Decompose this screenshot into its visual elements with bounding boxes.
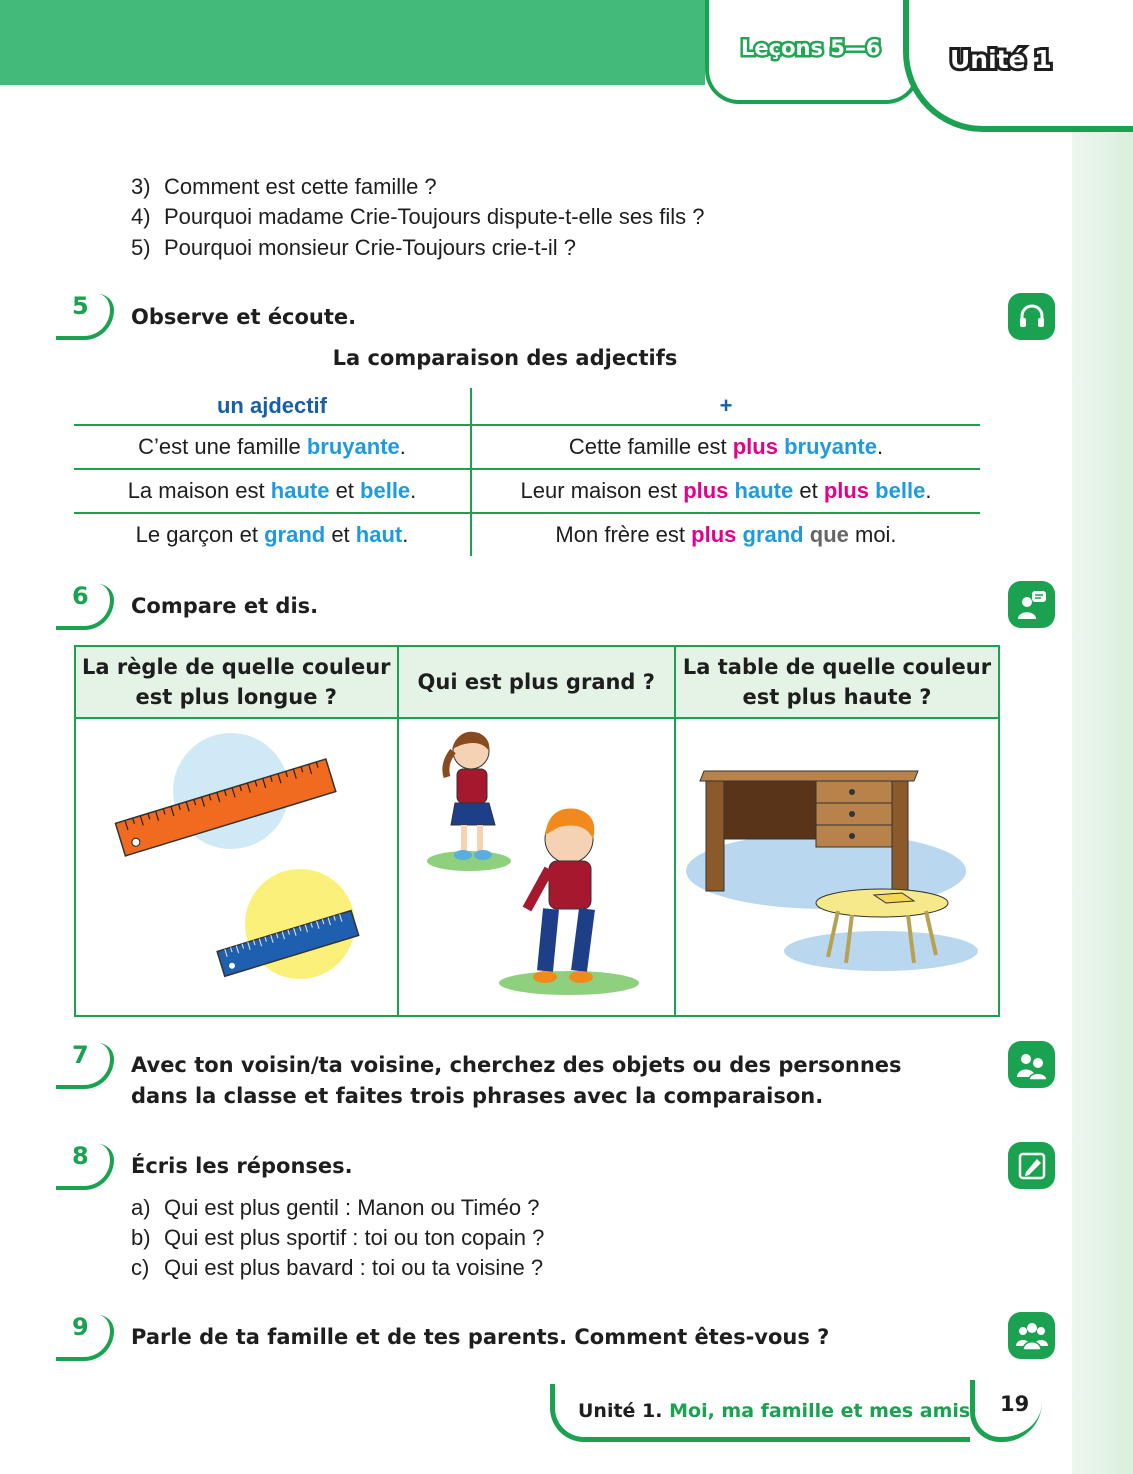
exercise-8-title: Écris les réponses.	[131, 1154, 353, 1178]
exercise-5-title: Observe et écoute.	[131, 305, 357, 329]
speech-icon	[1008, 581, 1055, 628]
header-band	[0, 0, 705, 85]
footer-title: Unité 1. Moi, ma famille et mes amis	[578, 1400, 971, 1422]
picture-question-tables: La table de quelle couleur est plus haute ?	[675, 646, 999, 718]
group-icon	[1008, 1312, 1055, 1359]
question-item: 3) Comment est cette famille ?	[131, 174, 437, 199]
question-item: 4) Pourquoi madame Crie-Toujours dispute-t-elle ses fils ?	[131, 204, 705, 229]
pair-work-icon	[1008, 1041, 1055, 1088]
rulers-illustration	[75, 718, 398, 1016]
column-header-plus: +	[471, 388, 980, 425]
lessons-label: Leçons 5—6	[741, 36, 881, 60]
exercise-number-7: 7	[56, 1043, 116, 1093]
picture-table	[74, 645, 1000, 1017]
page-number: 19	[1000, 1392, 1030, 1416]
table-row: C’est une famille bruyante. Cette famille est plus bruyante.	[74, 425, 980, 469]
answer-item: c) Qui est plus bavard : toi ou ta voisine ?	[131, 1255, 544, 1280]
picture-question-rulers: La règle de quelle couleur est plus longue ?	[75, 646, 398, 718]
answer-item: a) Qui est plus gentil : Manon ou Timéo ?	[131, 1195, 540, 1220]
exercise-number-9: 9	[56, 1315, 116, 1365]
unit-label: Unité 1	[950, 45, 1052, 74]
picture-question-children: Qui est plus grand ?	[398, 646, 676, 718]
comparison-table	[74, 388, 980, 556]
exercise-6-title: Compare et dis.	[131, 594, 319, 618]
column-header-adjective: un ajdectif	[74, 388, 471, 425]
pencil-icon	[1008, 1142, 1055, 1189]
exercise-number-5: 5	[56, 294, 116, 344]
comparison-table-title: La comparaison des adjectifs	[332, 346, 678, 370]
exercise-number-6: 6	[56, 584, 116, 634]
tables-illustration	[675, 718, 999, 1016]
exercise-7-line-2: dans la classe et faites trois phrases avec la comparaison.	[131, 1084, 824, 1108]
exercise-9-title: Parle de ta famille et de tes parents. Comment êtes-vous ?	[131, 1325, 830, 1349]
exercise-7-line-1: Avec ton voisin/ta voisine, cherchez des objets ou des personnes	[131, 1053, 902, 1077]
answer-item: b) Qui est plus sportif : toi ou ton copain ?	[131, 1225, 545, 1250]
exercise-number-8: 8	[56, 1144, 116, 1194]
children-illustration	[398, 718, 676, 1016]
question-item: 5) Pourquoi monsieur Crie-Toujours crie-t-il ?	[131, 235, 577, 260]
page-side-band	[1072, 130, 1133, 1474]
table-row: Le garçon et grand et haut. Mon frère est plus grand que moi.	[74, 513, 980, 556]
headphones-icon	[1008, 293, 1055, 340]
table-row: La maison est haute et belle. Leur maison est plus haute et plus belle.	[74, 469, 980, 513]
